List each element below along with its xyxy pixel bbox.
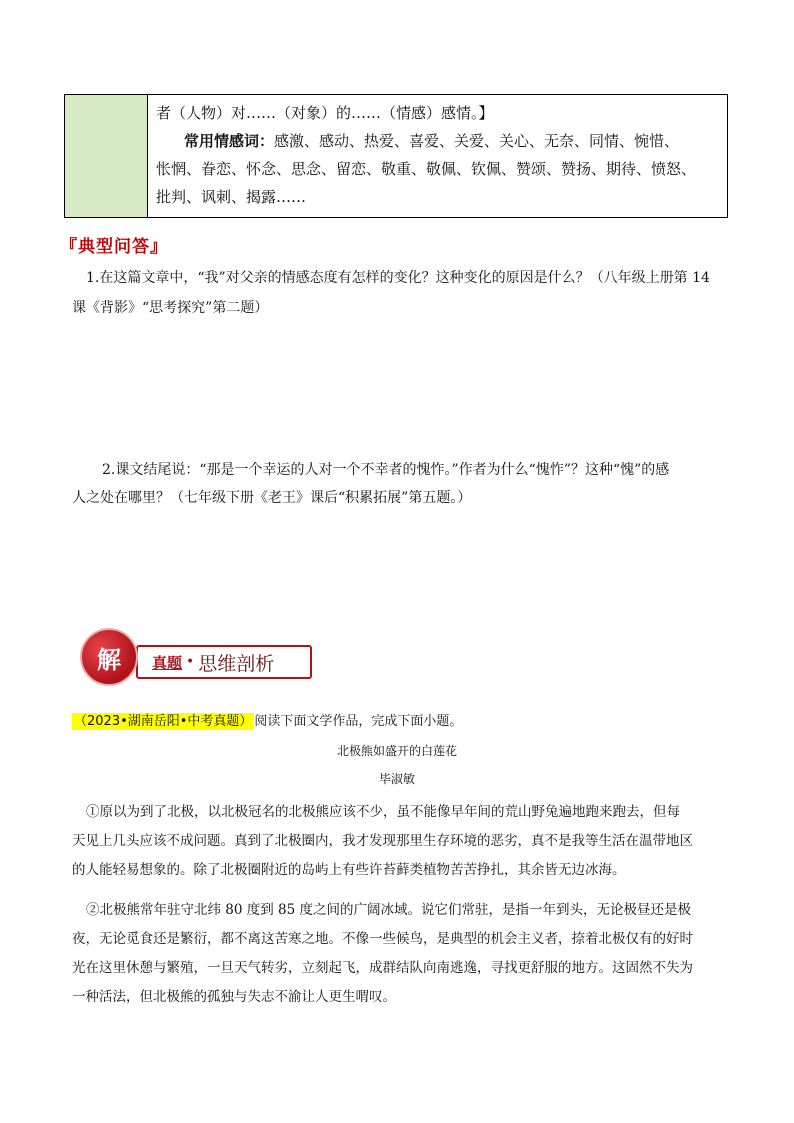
article-paragraph-1 bbox=[72, 798, 732, 885]
paragraph-1-line: 的人能轻易想象的。除了北极圈附近的岛屿上有些许苔藓类植物苦苦挣扎，其余皆无边冰海。 bbox=[72, 862, 626, 878]
paragraph-1-line: ①原以为到了北极，以北极冠名的北极熊应该不少，虽不能像早年间的荒山野兔遍地跑来跑去，但每 bbox=[86, 804, 680, 820]
exam-source: （2023•湖南岳阳•中考真题） bbox=[74, 714, 253, 729]
emotion-words-1: 感激、感动、热爱、喜爱、关爱、关心、无奈、同情、惋惜、 bbox=[274, 132, 680, 150]
question-2-line-2: 人之处在哪里？（七年级下册《老王》课后“积累拓展”第五题。） bbox=[72, 490, 472, 506]
tip-line-1: 者（人物）对……（对象）的……（情感）感情。】 bbox=[156, 104, 494, 122]
banner-title: 思维剖析 bbox=[198, 652, 275, 675]
tip-line-2 bbox=[156, 127, 721, 155]
source-line bbox=[72, 710, 462, 729]
question-1-line-1: 1.在这篇文章中，“我”对父亲的情感态度有怎样的变化？这种变化的原因是什么？（八年级上册第 14 bbox=[86, 270, 710, 286]
paragraph-2-line: 光在这里休憩与繁殖，一旦天气转劣，立刻起飞，成群结队向南逃逸，寻找更舒服的地方。这固然不失为 bbox=[72, 960, 693, 976]
banner-dot: • bbox=[186, 654, 195, 670]
emotion-label: 常用情感词： bbox=[184, 132, 275, 150]
paragraph-2-line: ②北极熊常年驻守北纬 80 度到 85 度之间的广阔冰域。说它们常驻，是指一年到头，无论极昼还是极 bbox=[86, 902, 692, 918]
solution-badge-icon: 解 bbox=[80, 628, 138, 686]
paragraph-1-line: 天见上几头应该不成问题。真到了北极圈内，我才发现那里生存环境的恶劣，真不是我等生活在温带地区 bbox=[72, 833, 693, 849]
article-author: 毕淑敏 bbox=[378, 772, 415, 786]
question-1-line-2: 课《背影》“思考探究”第二题） bbox=[72, 300, 269, 316]
paragraph-2-line: 一种活法，但北极熊的孤独与失志不渝让人更生喟叹。 bbox=[72, 989, 396, 1005]
tip-table bbox=[64, 94, 728, 218]
tip-table-content bbox=[148, 95, 727, 217]
question-2-line-1: 2.课文结尾说：“那是一个幸运的人对一个不幸者的愧怍。”作者为什么“愧怍”？这种“愧”的感 bbox=[102, 462, 670, 478]
solution-banner bbox=[136, 645, 312, 679]
article-paragraph-2 bbox=[72, 896, 732, 1012]
exam-instruction: 阅读下面文学作品，完成下面小题。 bbox=[254, 714, 463, 729]
tip-table-label-cell bbox=[65, 95, 148, 217]
section-heading: 『典型问答』 bbox=[60, 237, 168, 257]
article-title: 北极熊如盛开的白莲花 bbox=[336, 744, 457, 758]
paragraph-2-line: 夜，无论觅食还是繁衍，都不离这苦寒之地。不像一些候鸟，是典型的机会主义者，捺着北极仅有的好时 bbox=[72, 931, 693, 947]
tip-line-4: 批判、讽刺、揭露…… bbox=[156, 188, 307, 206]
tip-line-3: 怅惘、眷恋、怀念、思念、留恋、敬重、敬佩、钦佩、赞颂、赞扬、期待、愤怒、 bbox=[156, 160, 697, 178]
banner-tag: 真题 bbox=[152, 653, 183, 672]
